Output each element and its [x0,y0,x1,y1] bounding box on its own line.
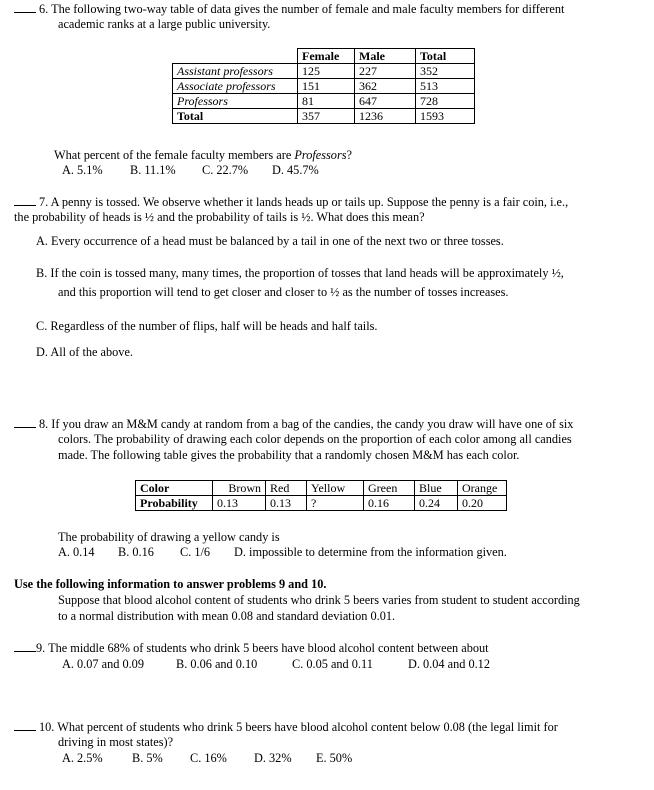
row-label: Total [173,109,298,124]
cell: 357 [298,109,355,124]
table-row [173,49,475,64]
choice-d[interactable]: D. impossible to determine from the information given. [234,545,507,559]
q6-question: What percent of the female faculty members are Professors? [54,148,352,162]
cell: 362 [355,79,416,94]
cell: 0.13 [213,496,266,511]
q8-line1: 8. If you draw an M&M candy at random from a bag of the candies, the candy you draw will have one of six [14,417,573,432]
q7-line1: 7. A penny is tossed. We observe whether it lands heads up or tails up. Suppose the penny is a fair coin, i.e., [14,195,568,210]
choice-b[interactable]: B. 5% [132,751,163,765]
cell: 0.16 [364,496,415,511]
table-row [173,109,475,124]
cell: Blue [415,481,458,496]
cell: 81 [298,94,355,109]
table-row [136,481,507,496]
row-label: Associate professors [173,79,298,94]
answer-blank-q6[interactable] [14,2,36,13]
choice-d[interactable]: D. 0.04 and 0.12 [408,657,490,671]
cell: 1236 [355,109,416,124]
choice-b[interactable]: B. 11.1% [130,163,176,177]
choice-a[interactable]: A. 5.1% [62,163,103,177]
choice-a[interactable]: A. 0.07 and 0.09 [62,657,144,671]
cell: Orange [458,481,507,496]
table-row [173,64,475,79]
cell: 513 [416,79,475,94]
q10-line1: 10. What percent of students who drink 5 beers have blood alcohol content below 0.08 (the legal limit for [14,720,558,735]
choice-c[interactable]: C. 0.05 and 0.11 [292,657,373,671]
cell: 647 [355,94,416,109]
choice-c[interactable]: C. 1/6 [180,545,211,559]
choice-b[interactable]: B. 0.06 and 0.10 [176,657,258,671]
info-line2: to a normal distribution with mean 0.08 and standard deviation 0.01. [58,609,396,623]
q9-line1: 9. The middle 68% of students who drink 5 beers have blood alcohol content between about [14,641,489,656]
q8-line3: made. The following table gives the probability that a randomly chosen M&M has each color. [58,448,520,462]
row-label: Probability [136,496,213,511]
q8-choices [58,545,507,560]
faculty-table [172,48,475,124]
cell: 0.13 [266,496,307,511]
row-label: Assistant professors [173,64,298,79]
answer-blank-q7[interactable] [14,195,36,206]
q6-choices [62,163,319,178]
q6-line2: academic ranks at a large public university. [58,17,271,31]
cell: 352 [416,64,475,79]
q9-choices [62,657,490,672]
answer-blank-q9[interactable] [14,641,36,652]
header-total: Total [416,49,475,64]
info-heading: Use the following information to answer problems 9 and 10. [14,577,327,591]
mm-table [135,480,507,511]
choice-d[interactable]: D. 45.7% [272,163,319,177]
answer-blank-q8[interactable] [14,417,36,428]
cell: 151 [298,79,355,94]
q10-line2: driving in most states)? [58,735,174,749]
choice-a[interactable]: A. 0.14 [58,545,95,559]
table-row [173,79,475,94]
cell: Green [364,481,415,496]
cell: 125 [298,64,355,79]
cell: Brown [213,481,266,496]
cell: 1593 [416,109,475,124]
cell: 227 [355,64,416,79]
q8-question: The probability of drawing a yellow candy is [58,530,280,544]
header-male: Male [355,49,416,64]
q10-choices [62,751,352,766]
table-row [136,496,507,511]
q7-choice-b-cont: and this proportion will tend to get closer and closer to ½ as the number of tosses increases. [58,285,509,299]
choice-a[interactable]: A. 2.5% [62,751,103,765]
q8-line2: colors. The probability of drawing each color depends on the proportion of each color among all candies [58,432,572,446]
q7-line2: the probability of heads is ½ and the probability of tails is ½. What does this mean? [14,210,425,224]
row-label: Color [136,481,213,496]
cell: 728 [416,94,475,109]
choice-c[interactable]: C. 16% [190,751,227,765]
header-female: Female [298,49,355,64]
q6-line1: 6. The following two-way table of data gives the number of female and male faculty members for different [14,2,564,17]
choice-c[interactable]: C. 22.7% [202,163,249,177]
cell: 0.24 [415,496,458,511]
q7-choice-d[interactable]: D. All of the above. [36,345,133,359]
answer-blank-q10[interactable] [14,720,36,731]
q7-choice-c[interactable]: C. Regardless of the number of flips, half will be heads and half tails. [36,319,378,333]
cell: ? [307,496,364,511]
table-row [173,94,475,109]
q7-choice-a[interactable]: A. Every occurrence of a head must be balanced by a tail in one of the next two or three tosses. [36,234,504,248]
choice-d[interactable]: D. 32% [254,751,292,765]
cell: Red [266,481,307,496]
choice-e[interactable]: E. 50% [316,751,353,765]
choice-b[interactable]: B. 0.16 [118,545,154,559]
q7-choice-b[interactable]: B. If the coin is tossed many, many times, the proportion of tosses that land heads will be approximately ½, [36,266,564,280]
info-line1: Suppose that blood alcohol content of students who drink 5 beers varies from student to student according [58,593,580,607]
cell: Yellow [307,481,364,496]
cell: 0.20 [458,496,507,511]
row-label: Professors [173,94,298,109]
